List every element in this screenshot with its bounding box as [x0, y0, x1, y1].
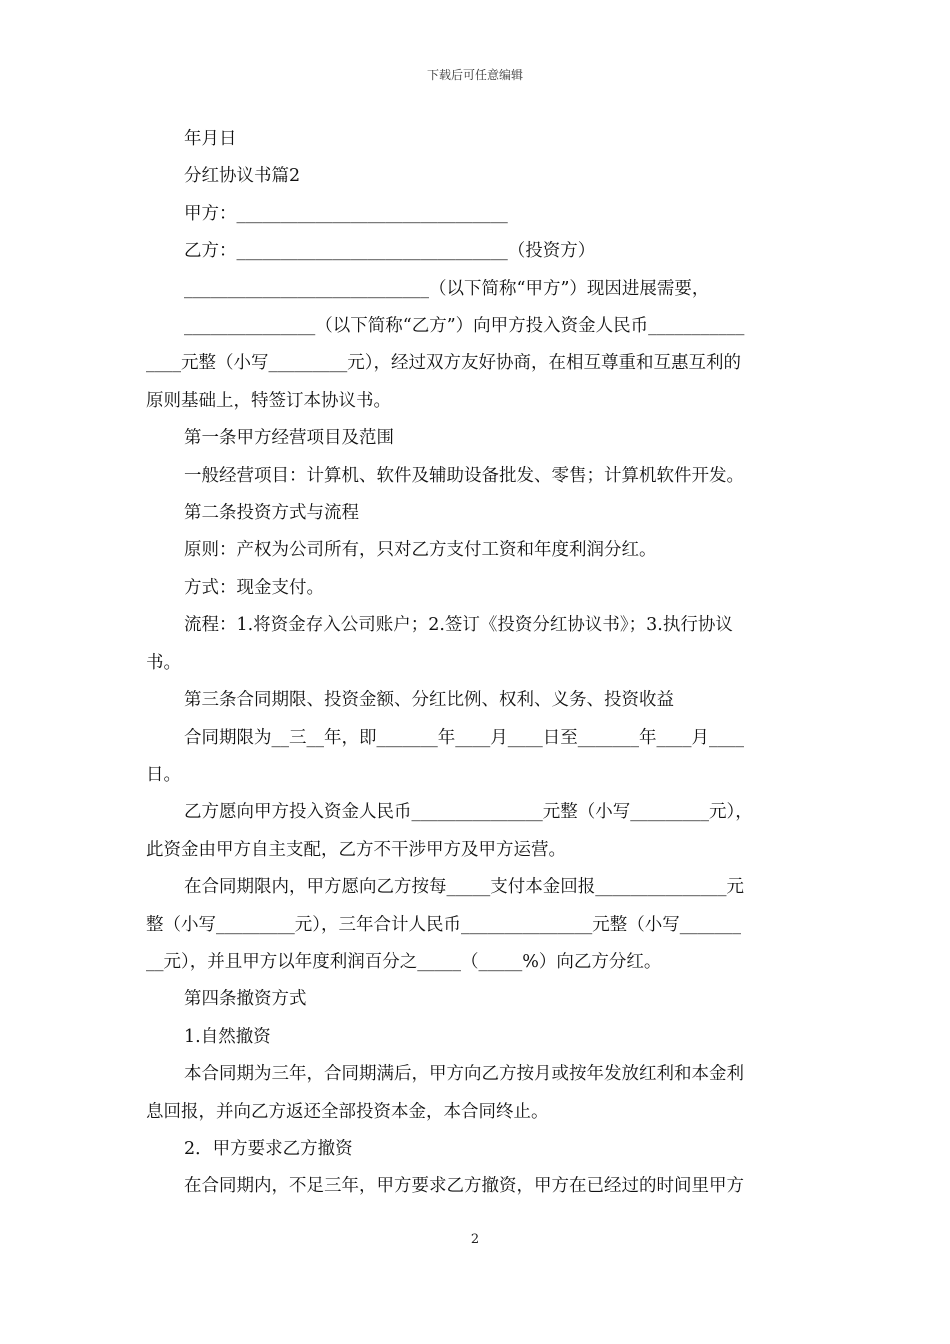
body-line: 方式：现金支付。 [184, 578, 324, 598]
document-title: 分红协议书篇2 [184, 166, 301, 186]
article-heading: 第四条撤资方式 [184, 989, 307, 1009]
party-b-line: 乙方：_______________________________（投资方） [184, 241, 596, 261]
body-line: 在合同期限内，甲方愿向乙方按每_____支付本金回报_______________元 [184, 877, 744, 897]
sub-heading: 2．甲方要求乙方撤资 [184, 1139, 353, 1159]
body-line: __元），并且甲方以年度利润百分之_____（_____%）向乙方分红。 [146, 952, 662, 972]
body-line: 息回报，并向乙方返还全部投资本金，本合同终止。 [146, 1102, 549, 1122]
article-heading: 第二条投资方式与流程 [184, 503, 359, 523]
body-line: 整（小写_________元），三年合计人民币_______________元整（小写_______ [146, 915, 741, 935]
body-line: 本合同期为三年，合同期满后，甲方向乙方按月或按年发放红利和本金利 [184, 1064, 744, 1084]
body-line: ____________________________（以下简称“甲方”）现因进展需要， [184, 279, 710, 299]
date-line: 年月日 [184, 129, 237, 149]
body-line: 一般经营项目：计算机、软件及辅助设备批发、零售；计算机软件开发。 [184, 466, 744, 486]
body-line: 合同期限为__三__年，即_______年____月____日至_______年____月____ [184, 728, 744, 748]
page-number: 2 [470, 1232, 480, 1247]
sub-heading: 1.自然撤资 [184, 1027, 271, 1047]
article-heading: 第三条合同期限、投资金额、分红比例、权利、义务、投资收益 [184, 690, 674, 710]
body-line: 流程：1.将资金存入公司账户；2.签订《投资分红协议书》；3.执行协议 [184, 615, 733, 635]
body-line: 书。 [146, 653, 181, 673]
body-line: 原则基础上，特签订本协议书。 [146, 391, 391, 411]
body-line: 乙方愿向甲方投入资金人民币_______________元整（小写_________元）， [184, 802, 753, 822]
body-line: 原则：产权为公司所有，只对乙方支付工资和年度利润分红。 [184, 540, 657, 560]
body-line: 在合同期内，不足三年，甲方要求乙方撤资，甲方在已经过的时间里甲方 [184, 1176, 744, 1196]
party-a-line: 甲方：_______________________________ [184, 204, 508, 224]
body-line: ____元整（小写_________元），经过双方友好协商，在相互尊重和互惠互利的 [146, 353, 741, 373]
article-heading: 第一条甲方经营项目及范围 [184, 428, 394, 448]
body-line: _______________（以下简称“乙方”）向甲方投入资金人民币___________ [184, 316, 745, 336]
page-header: 下载后可任意编辑 [426, 68, 523, 82]
body-line: 日。 [146, 765, 181, 785]
body-line: 此资金由甲方自主支配，乙方不干涉甲方及甲方运营。 [146, 840, 566, 860]
